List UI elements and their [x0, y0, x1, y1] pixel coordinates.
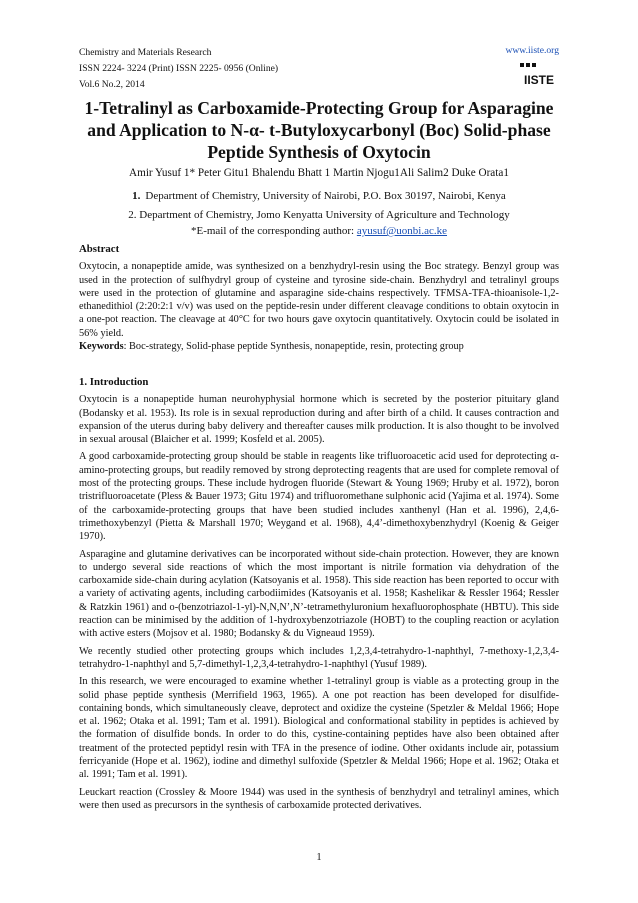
intro-paragraph: Oxytocin is a nonapeptide human neurohyphysial hormone which is secreted by the posterior pituitary gland (Bodansky et al. 1953). Its role is in sexual reproduction during and after birth of a child. It causes contraction and expansion of the uterus during baby delivery and thereafter causes milk production. It is also thought to be involved in sexual arousal (Blaicher et al. 1999; Kosfeld et al. 2005). — [79, 394, 559, 446]
author-list: Amir Yusuf 1* Peter Gitu1 Bhalendu Bhatt 1 Martin Njogu1Ali Salim2 Duke Orata1 — [129, 167, 509, 179]
affiliation-text: Department of Chemistry, University of Nairobi, P.O. Box 30197, Nairobi, Kenya — [145, 190, 506, 202]
journal-name: Chemistry and Materials Research — [79, 47, 212, 58]
journal-website-link[interactable]: www.iiste.org — [505, 45, 559, 56]
introduction-heading: 1. Introduction — [79, 376, 149, 388]
abstract-heading: Abstract — [79, 243, 120, 255]
intro-paragraph: In this research, we were encouraged to examine whether 1-tetralinyl group is viable as a protecting group in the solid phase peptide synthesis (Merrifield 1963, 1965). A one pot reaction has been developed for disulfide-containing bonds, which simultaneously cleave, deprotect and oxidize the cysteine (Spetzler & Meldal 1966; Hope et al. 1962; Otaka et al. 1991; Tam et al. 1991). Biological and conformational stability in peptides is achieved by the formation of disulfide bonds. In order to do this, cystine-containing peptides have also been obtained after treatment of the protected peptidyl resin with TFA in the presence of iodine. Other oxidants include air, potassium ferricyanide (Hope et al. 1962), iodine and dimethyl sulfoxide (Spetzler & Meldal 1966; Hope et al. 1962; Otaka et al. 1991; Tam et al. 1991). — [79, 676, 559, 781]
corresponding-author — [79, 224, 559, 238]
affiliation-number: 1. — [132, 190, 141, 202]
keywords-line — [79, 340, 559, 353]
introduction-section — [79, 376, 559, 812]
paper-title: 1-Tetralinyl as Carboxamide-Protecting Group for Asparagine and Application to N-α- t-Butyloxycarbonyl (Boc) Solid-phase Peptide Synthesis of Oxytocin — [84, 98, 554, 162]
abstract-text: Oxytocin, a nonapeptide amide, was synthesized on a benzhydryl-resin using the Boc strategy. Benzyl group was used in the protection of sulfhydryl group of cysteine and tyrosine side-chain. Benzhydryl and tetralinyl groups were used in the protection of glutamine and asparagine side-chains respectively. TFMSA-TFA-thioanisole-1,2-ethanedithiol (2:20:2:1 v/v) was used on the peptide-resin under different cleavage conditions to obtain oxytocin in a one-pot reaction. The cleavage at 40°C for two hours gave oxytocin quantitatively. Oxytocin could be isolated in 56% yield. — [79, 261, 559, 339]
keywords-text: : Boc-strategy, Solid-phase peptide Synthesis, nonapeptide, resin, protecting group — [123, 341, 464, 353]
affiliation-number: 2. — [128, 209, 137, 221]
abstract-section — [79, 243, 559, 353]
journal-issn: ISSN 2224- 3224 (Print) ISSN 2225- 0956 (Online) — [79, 63, 279, 74]
affiliation-text: Department of Chemistry, Jomo Kenyatta University of Agriculture and Technology — [139, 209, 510, 221]
affiliation-2 — [79, 208, 559, 222]
journal-header — [79, 45, 278, 93]
affiliation-1 — [79, 189, 559, 203]
journal-volume: Vol.6 No.2, 2014 — [79, 79, 145, 90]
corresponding-email-link[interactable]: ayusuf@uonbi.ac.ke — [356, 225, 448, 237]
keywords-label: Keywords — [79, 341, 124, 353]
intro-paragraph: Leuckart reaction (Crossley & Moore 1944) was used in the synthesis of benzhydryl and tetralinyl amines, which were then used as precursors in the synthesis of carboxamide protected derivatives. — [79, 786, 559, 811]
logo-text: IISTE — [523, 73, 555, 86]
page-number: 1 — [316, 852, 322, 863]
iiste-logo — [518, 62, 560, 86]
intro-paragraph: Asparagine and glutamine derivatives can be incorporated without side-chain protection. However, they are known to undergo several side reactions of which the most important is nitrile formation via dehydration of the carboxamide side-chain during acylation (Katsoyanis et al. 1958). This side reaction has been reported to occur with a variety of activating agents, including carbodiimides (Katsoyanis et al. 1958; Kashelikar & Ressler 1964; Ressler & Ratzkin 1961) and o-(benzotriazol-1-yl)-N,N,N’,N’-tetramethyluronium hexafluorophosphate (HBTU). This side reaction can be minimised by the addition of 1-hydroxybenzotriazole (HOBT) to the coupling reaction or acylation with active esters (Mojsov et al. 1980; Bodansky & du Vigneaud 1959). — [79, 548, 559, 640]
intro-paragraph: We recently studied other protecting groups which includes 1,2,3,4-tetrahydro-1-naphthyl, 7-methoxy-1,2,3,4-tetrahydro-1-naphthyl and 5,7-dimethyl-1,2,3,4-tetrahydro-1-naphthyl (Yusuf 1989). — [79, 645, 559, 670]
intro-paragraph: A good carboxamide-protecting group should be stable in reagents like trifluoroacetic acid used for deprotecting α-amino-protecting groups, but readily removed by strong deprotecting reagents that are used for complete removal of most of the protecting groups. These include hydrogen fluoride (Stewart & Young 1969; Hruby et al. 1972), boron tristrifluoroacetate (Pless & Bauer 1973; Gitu 1974) and trifluoromethane sulphonic acid (Yajima et al. 1974). Some of the carboxamide-protecting groups that have been studied includes xanthenyl (Han et al. 1996), 2,4,6-trimethoxybenzyl (Pietta & Marshall 1970; Weygand et al. 1968), 4,4’-dimethoxybenzhydryl (Koenig & Geiger 1970). — [79, 451, 559, 543]
corresponding-label: *E-mail of the corresponding author: — [190, 225, 357, 237]
